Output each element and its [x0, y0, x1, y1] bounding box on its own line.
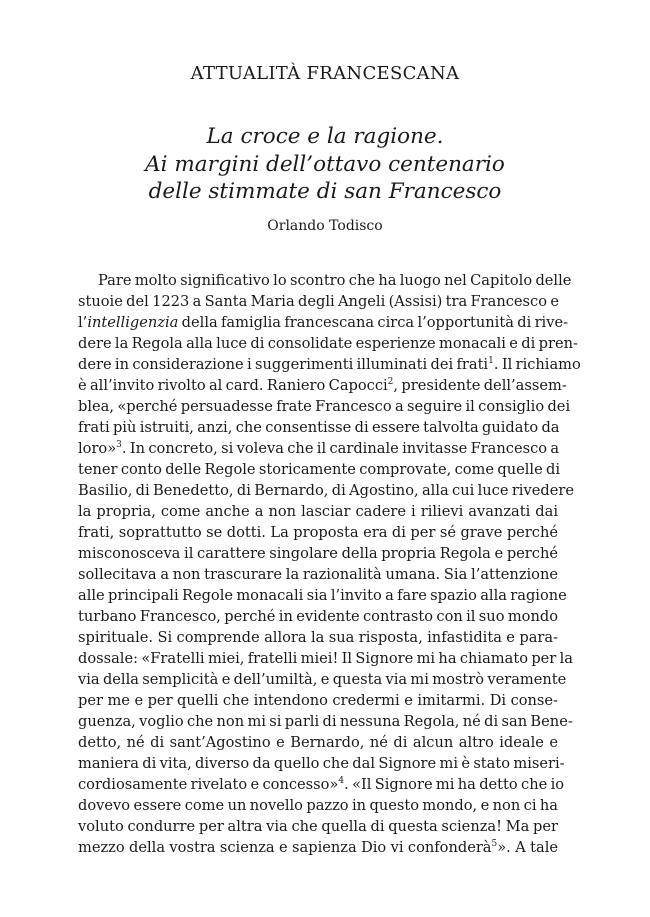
text-line: detto, né di sant’Agostino e Bernardo, né di alcun altro ideale e [78, 734, 558, 751]
section-heading: ATTUALITÀ FRANCESCANA [190, 63, 460, 84]
text-line: alle principali Regole monacali sia l’invito a fare spazio alla ragione [78, 587, 567, 604]
footnote-ref: 4 [338, 776, 345, 787]
text-line: loro»$^3$. In concreto, si voleva che il cardinale invitasse Francesco a [78, 440, 560, 457]
text-line: dere la Regola alla luce di consolidate esperienze monacali e di pren- [78, 335, 578, 352]
title-line-3: delle stimmate di san Francesco [148, 179, 502, 204]
text-line: voluto condurre per altra via che quella di questa scienza! Ma per [78, 818, 558, 835]
text-line: dere in considerazione i suggerimenti illuminati dei frati$^1$. Il richiamo [78, 356, 581, 373]
italic-term: intelligenzia [87, 314, 179, 331]
text-line: dossale: «Fratelli miei, fratelli miei! Il Signore mi ha chiamato per la [78, 650, 573, 667]
text-line: la propria, come anche a non lasciar cadere i rilievi avanzati dai [78, 503, 558, 520]
text-line: turbano Francesco, perché in evidente contrasto con il suo mondo [78, 608, 558, 625]
text-line: maniera di vita, diverso da quello che dal Signore mi è stato miseri- [78, 755, 565, 772]
text-line: Basilio, di Benedetto, di Bernardo, di Agostino, alla cui luce rivedere [78, 482, 574, 499]
text-line: è all’invito rivolto al card. Raniero Capocci$^2$, presidente dell’assem- [78, 377, 567, 394]
footnote-ref: 5 [491, 839, 498, 850]
text-line: mezzo della vostra scienza e sapienza Dio vi confonderà$^5$». A tale [78, 839, 559, 856]
text-line: Pare molto significativo lo scontro che ha luogo nel Capitolo delle [98, 272, 572, 289]
text-line: via della semplicità e dell’umiltà, e questa via mi mostrò veramente [78, 671, 567, 688]
footnote-ref: 1 [488, 356, 494, 367]
text-line: blea, «perché persuadesse frate Francesco a seguire il consiglio dei [78, 398, 571, 415]
text-line: per me e per quelli che intendono credermi e imitarmi. Di conse- [78, 692, 558, 709]
title-line-1: La croce e la ragione. [206, 124, 444, 149]
text-line: spirituale. Si comprende allora la sua risposta, infastidita e para- [78, 629, 558, 646]
text-line: guenza, voglio che non mi si parli di nessuna Regola, né di san Bene- [78, 713, 573, 730]
text-line: frati più istruiti, anzi, che consentisse di essere talvolta guidato da [78, 419, 560, 436]
text-line: cordiosamente rivelato e concesso»$^4$. «Il Signore mi ha detto che io [78, 776, 565, 793]
footnote-ref: 2 [387, 377, 394, 388]
text-line: l’intelligenzia della famiglia francescana circa l’opportunità di rive- [78, 314, 569, 331]
text-line: tener conto delle Regole storicamente comprovate, come quelle di [78, 461, 561, 478]
footnote-ref: 3 [116, 440, 122, 451]
text-line: dovevo essere come un novello pazzo in questo mondo, e non ci ha [78, 797, 558, 814]
title-line-2: Ai margini dell’ottavo centenario [145, 151, 505, 177]
body-paragraph [78, 270, 581, 858]
text-line: frati, soprattutto se dotti. La proposta era di per sé grave perché [78, 524, 558, 541]
text-line: stuoie del 1223 a Santa Maria degli Angeli (Assisi) tra Francesco e [78, 293, 559, 310]
text-line: sollecitava a non trascurare la razionalità umana. Sia l’attenzione [78, 566, 558, 583]
text-line: misconosceva il carattere singolare della propria Regola e perché [78, 545, 558, 562]
article-title [0, 123, 650, 206]
article-author: Orlando Todisco [267, 218, 383, 234]
